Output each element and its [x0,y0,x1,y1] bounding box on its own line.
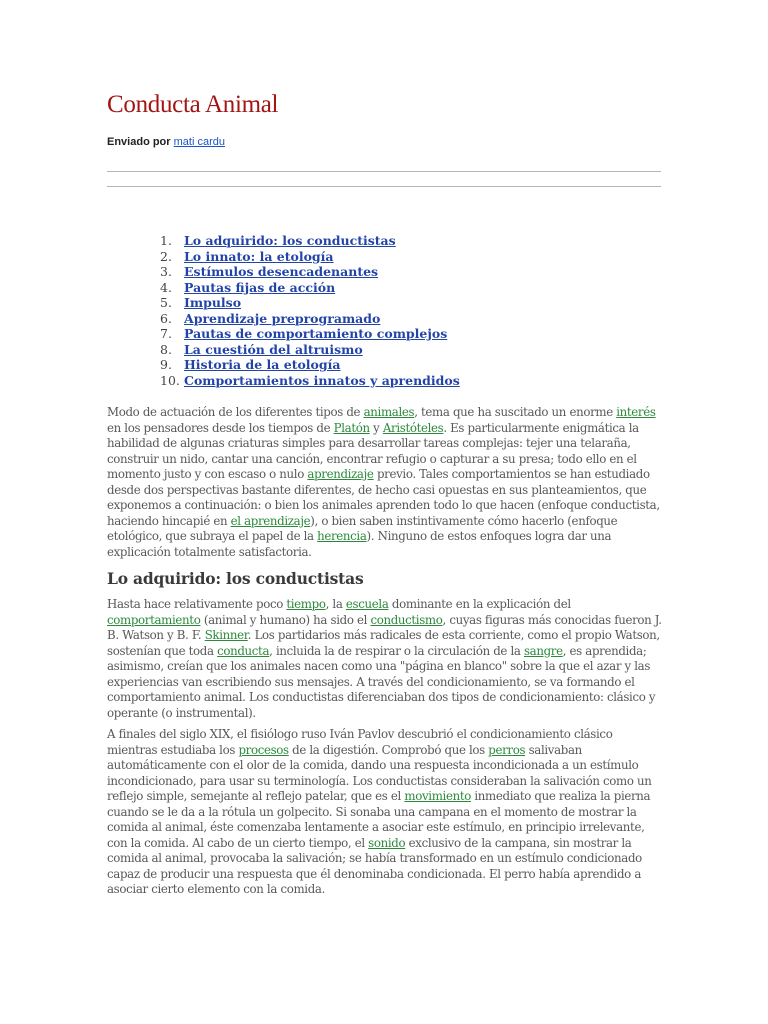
toc-number: 5. [160,295,172,310]
text-run: dominante en la explicación del [388,597,571,611]
toc-item [160,280,460,296]
link-movimiento[interactable]: movimiento [404,789,471,803]
link-tiempo[interactable]: tiempo [286,597,326,611]
text-run: en los pensadores desde los tiempos de [107,420,334,435]
text-run: exclusivo de la campana, sin mostrar la comida al animal, provocaba la salivación; se había transformado en un estímulo condicionado capaz de producir una respuesta que él denominaba condicionada. El perro había aprendido a asociar cierto elemento con la comida. [107,835,642,896]
toc-item [160,357,460,373]
text-run: . Es particularmente enigmática la habilidad de algunas criaturas simples para desarrollar tareas complejas: tejer una telaraña, construir un nido, cantar una canción, encontrar refugio o capturar a su presa; todo ello en el momento justo y con escaso o nulo [107,420,639,481]
link-perros[interactable]: perros [488,742,526,757]
link-comportamiento[interactable]: comportamiento [107,612,201,627]
toc-item [160,373,460,389]
table-of-contents [160,233,460,388]
text-run: salivaban automáticamente con el olor de la comida, dando una respuesta incondicionada a un estímulo incondicionado, para usar su terminología. Los conductistas consideraban la salivación como un reflejo simple, semejante al reflejo patelar, que es el [107,742,652,803]
toc-item [160,295,460,311]
section-heading: Lo adquirido: los conductistas [107,569,364,588]
toc-item [160,264,460,280]
toc-item [160,311,460,327]
author-link[interactable]: mati cardu [173,136,225,148]
section-paragraph-1 [107,597,663,721]
toc-number: 8. [160,341,172,357]
byline-prefix: Enviado por [107,136,171,148]
text-run: , es aprendida; asimismo, creían que los animales nacen como una "página en blanco" sobre la que el azar y las experiencias van escribiendo sus mensajes. A través del condicionamiento, se va formando el comportamiento animal. Los conductistas diferenciaban dos tipos de condicionamiento: clásico y operante (o instrumental). [107,643,656,720]
text-run: de la digestión. Comprobó que los [288,742,489,757]
toc-link[interactable]: Lo innato: la etología [184,248,334,264]
text-run: previo. Tales comportamientos se han estudiado desde dos perspectivas bastante diferentes, de hecho casi opuestas en sus planteamientos, que exponemos a continuación: o bien los animales aprenden todo lo que hacen (enfoque conductista, haciendo hincapié en [107,467,660,528]
toc-link[interactable]: Lo adquirido: los conductistas [184,233,396,248]
link-skinner[interactable]: Skinner [204,628,248,642]
toc-number: 4. [160,279,172,295]
text-run: , incluida la de respirar o la circulación de la [269,643,524,658]
link-herencia[interactable]: herencia [317,529,367,543]
toc-item [160,233,460,249]
toc-link[interactable]: Impulso [184,295,242,310]
text-run: . Los partidarios más radicales de esta corriente, como el propio Watson, sostenían que toda [107,628,660,658]
toc-number: 9. [160,357,172,372]
text-run: inmediato que realiza la pierna cuando se le da a la rótula un golpecito. Si sonaba una campana en el momento de mostrar la comida al animal, éste comenzaba lentamente a asociar este estímulo, en principio irrelevante, con la comida. Al cabo de un cierto tiempo, el [107,789,651,850]
toc-item [160,326,460,342]
text-run: ), o bien saben instintivamente cómo hacerlo (enfoque etológico, que subraya el papel de la [107,513,618,543]
toc-number: 7. [160,326,172,341]
link-conductismo[interactable]: conductismo [370,612,443,627]
page-title: Conducta Animal [107,91,279,118]
link-el-aprendizaje[interactable]: el aprendizaje [230,513,311,528]
toc-item [160,249,460,265]
toc-link[interactable]: Historia de la etología [184,357,341,372]
link-interes[interactable]: interés [616,405,656,419]
toc-link[interactable]: Estímulos desencadenantes [184,264,379,279]
link-conducta[interactable]: conducta [217,643,270,658]
text-run: y [369,420,383,435]
toc-link[interactable]: La cuestión del altruismo [184,341,363,357]
toc-link[interactable]: Pautas fijas de acción [184,279,336,295]
link-aprendizaje[interactable]: aprendizaje [307,467,374,481]
divider-top [107,171,661,172]
link-sonido[interactable]: sonido [368,835,406,850]
text-run: (animal y humano) ha sido el [200,612,371,627]
toc-link[interactable]: Aprendizaje preprogramado [184,310,381,326]
byline [107,136,225,148]
text-run: Modo de actuación de los diferentes tipos de [107,405,364,419]
toc-link[interactable]: Pautas de comportamiento complejos [184,326,448,341]
link-sangre[interactable]: sangre [523,643,563,658]
toc-number: 3. [160,264,172,279]
link-animales[interactable]: animales [363,405,415,419]
toc-item [160,342,460,358]
text-run: Hasta hace relativamente poco [107,597,287,611]
toc-link[interactable]: Comportamientos innatos y aprendidos [184,372,460,388]
link-escuela[interactable]: escuela [345,597,389,611]
text-run: , la [325,597,346,611]
link-aristoteles[interactable]: Aristóteles [382,420,444,435]
link-procesos[interactable]: procesos [238,742,289,757]
toc-number: 10. [160,372,180,388]
text-run: , cuyas figuras más conocidas fueron J. B. Watson y B. F. [107,612,662,642]
divider-bottom [107,186,661,187]
toc-number: 6. [160,310,172,326]
toc-number: 1. [160,233,172,248]
text-run: A finales del siglo XIX, el fisiólogo ruso Iván Pavlov descubrió el condicionamiento clásico mientras estudiaba los [107,727,613,757]
text-run: ). Ninguno de estos enfoques logra dar una explicación totalmente satisfactoria. [107,529,612,559]
section-paragraph-2 [107,727,663,898]
link-platon[interactable]: Platón [333,420,370,435]
toc-number: 2. [160,248,172,264]
intro-paragraph [107,405,663,560]
text-run: , tema que ha suscitado un enorme [414,405,617,419]
